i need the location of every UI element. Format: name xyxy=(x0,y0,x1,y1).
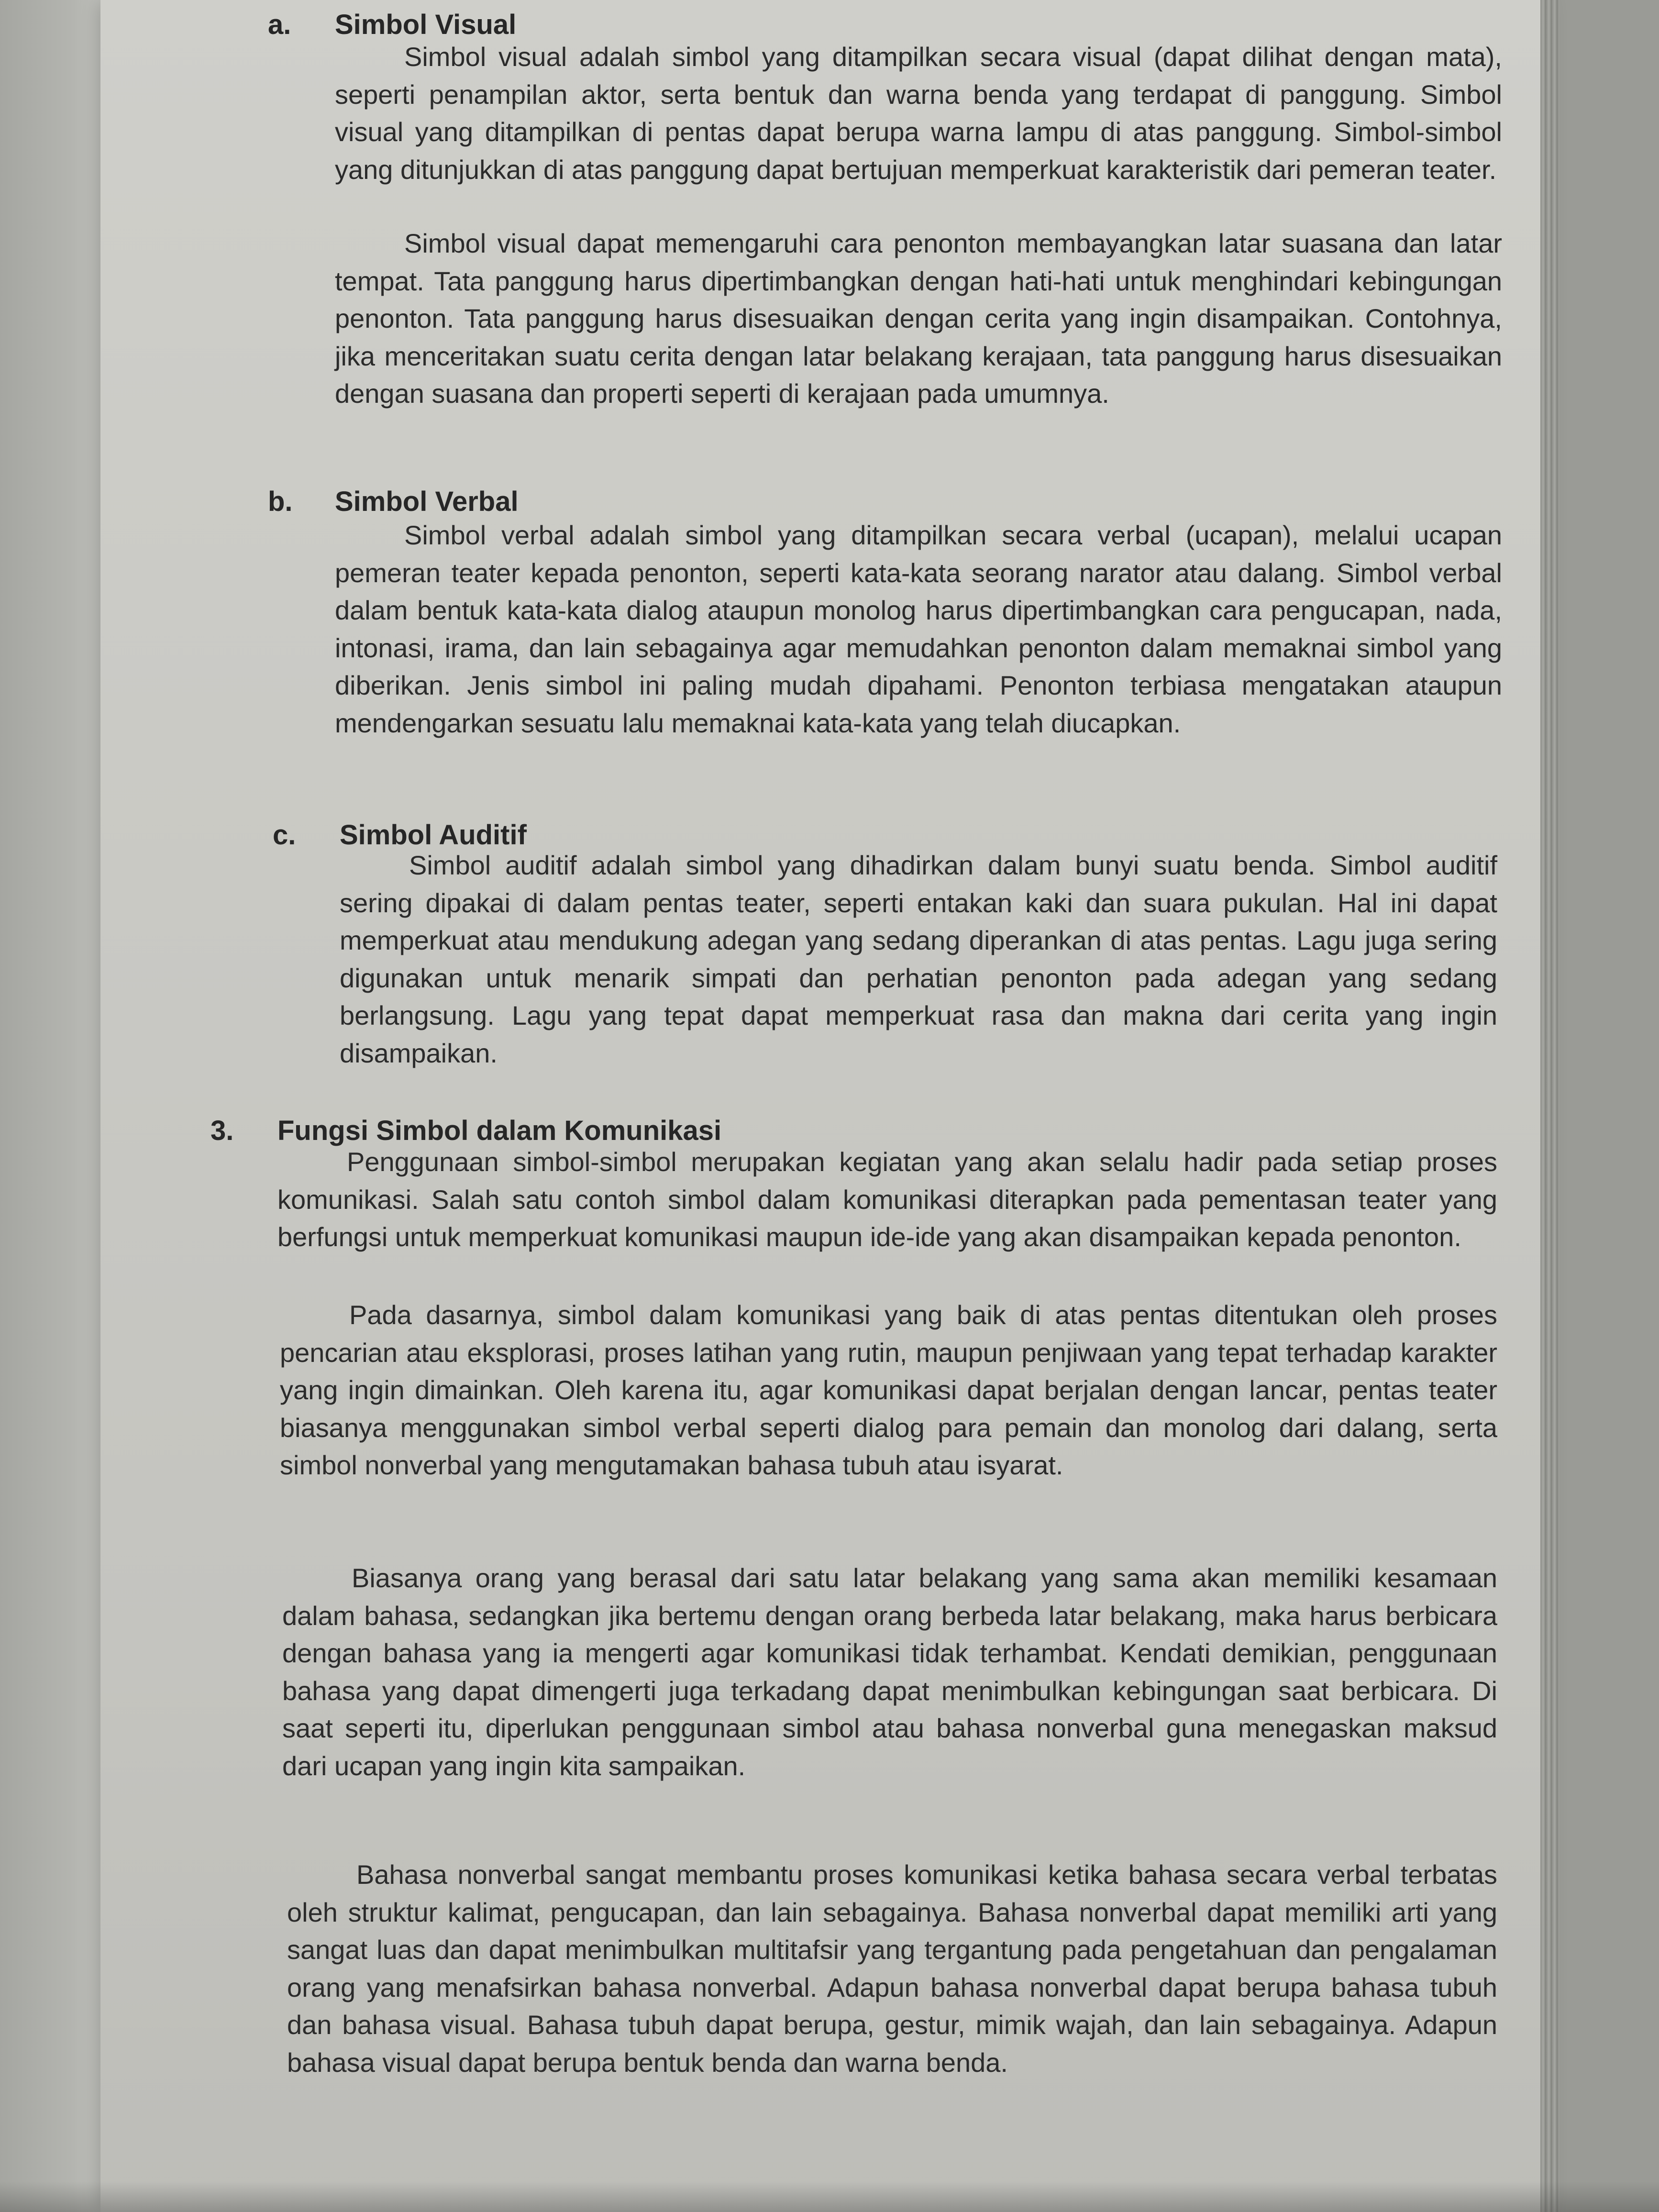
section-b-paragraph-1: Simbol verbal adalah simbol yang ditampilkan secara verbal (ucapan), melalui ucapan pemeran teater kepada penonton, seperti kata-kata seorang narator atau dalang. Simbol verbal dalam bentuk kata-kata dialog ataupun monolog harus dipertimbangkan cara pengucapan, nada, intonasi, irama, dan lain sebagainya agar memudahkan penonton dalam memaknai simbol yang diberikan. Jenis simbol ini paling mudah dipahami. Penonton terbiasa mengatakan ataupun mendengarkan sesuatu lalu memaknai kata-kata yang telah diucapkan. xyxy=(335,520,1502,738)
page-bottom-shadow xyxy=(0,2181,1659,2212)
chapter-3-paragraph-3: Biasanya orang yang berasal dari satu latar belakang yang sama akan memiliki kesamaan dalam bahasa, sedangkan jika bertemu dengan orang berbeda latar belakang, maka harus berbicara dengan bahasa yang ia mengerti agar komunikasi tidak terhambat. Kendati demikian, penggunaan bahasa yang dapat dimengerti juga terkadang dapat menimbulkan kebingungan saat berbicara. Di saat seperti itu, diperlukan penggunaan simbol atau bahasa nonverbal guna menegaskan maksud dari ucapan yang ingin kita sampaikan. xyxy=(282,1563,1497,1781)
section-c-letter: c. xyxy=(273,819,296,851)
chapter-3-paragraph-4: Bahasa nonverbal sangat membantu proses komunikasi ketika bahasa secara verbal terbatas oleh struktur kalimat, pengucapan, dan lain sebagainya. Bahasa nonverbal dapat memiliki arti yang sangat luas dan dapat menimbulkan multitafsir yang tergantung pada pengetahuan dan pengalaman orang yang menafsirkan bahasa nonverbal. Adapun bahasa nonverbal dapat berupa bahasa tubuh dan bahasa visual. Bahasa tubuh dapat berupa, gestur, mimik wajah, dan lain sebagainya. Adapun bahasa visual dapat berupa bentuk benda dan warna benda. xyxy=(287,1859,1497,2078)
page-margin-shadow xyxy=(0,0,105,2212)
chapter-3-number: 3. xyxy=(210,1115,234,1146)
section-c-heading xyxy=(273,819,527,851)
section-b-letter: b. xyxy=(268,486,293,517)
section-c-paragraph-1: Simbol auditif adalah simbol yang dihadirkan dalam bunyi suatu benda. Simbol auditif sering dipakai di dalam pentas teater, seperti entakan kaki dan suara pukulan. Hal ini dapat memperkuat atau mendukung adegan yang sedang diperankan di atas pentas. Lagu juga sering digunakan untuk menarik simpati dan perhatian penonton pada adegan yang sedang berlangsung. Lagu yang tepat dapat memperkuat rasa dan makna dari cerita yang ingin disampaikan. xyxy=(340,850,1497,1068)
section-a-heading xyxy=(268,9,516,41)
section-a-paragraph-1: Simbol visual adalah simbol yang ditampilkan secara visual (dapat dilihat dengan mata), seperti penampilan aktor, serta bentuk dan warna benda yang terdapat di panggung. Simbol visual yang ditampilkan di pentas dapat berupa warna lampu di atas panggung. Simbol-simbol yang ditunjukkan di atas panggung dapat bertujuan memperkuat karakteristik dari pemeran teater. xyxy=(335,42,1502,185)
chapter-3-heading xyxy=(210,1115,721,1147)
page-edge-stack xyxy=(1540,0,1559,2212)
chapter-3-paragraph-1: Penggunaan simbol-simbol merupakan kegiatan yang akan selalu hadir pada setiap proses komunikasi. Salah satu contoh simbol dalam komunikasi diterapkan pada pementasan teater yang berfungsi untuk memperkuat komunikasi maupun ide-ide yang akan disampaikan kepada penonton. xyxy=(277,1147,1497,1252)
section-a-title: Simbol Visual xyxy=(335,9,517,40)
section-a-paragraph-2: Simbol visual dapat memengaruhi cara penonton membayangkan latar suasana dan latar tempat. Tata panggung harus dipertimbangkan dengan hati-hati untuk menghindari kebingungan penonton. Tata panggung harus disesuaikan dengan cerita yang ingin disampaikan. Contohnya, jika menceritakan suatu cerita dengan latar belakang kerajaan, tata panggung harus disesuaikan dengan suasana dan properti seperti di kerajaan pada umumnya. xyxy=(335,228,1502,409)
section-c-title: Simbol Auditif xyxy=(340,819,527,851)
section-b-title: Simbol Verbal xyxy=(335,486,519,517)
chapter-3-paragraph-2: Pada dasarnya, simbol dalam komunikasi yang baik di atas pentas ditentukan oleh proses pencarian atau eksplorasi, proses latihan yang rutin, maupun penjiwaan yang tepat terhadap karakter yang ingin dimainkan. Oleh karena itu, agar komunikasi dapat berjalan dengan lancar, pentas teater biasanya menggunakan simbol verbal seperti dialog para pemain dan monolog dari dalang, serta simbol nonverbal yang mengutamakan bahasa tubuh atau isyarat. xyxy=(280,1300,1497,1480)
chapter-3-title: Fungsi Simbol dalam Komunikasi xyxy=(277,1115,722,1146)
section-a-letter: a. xyxy=(268,9,291,40)
section-b-heading xyxy=(268,486,519,518)
